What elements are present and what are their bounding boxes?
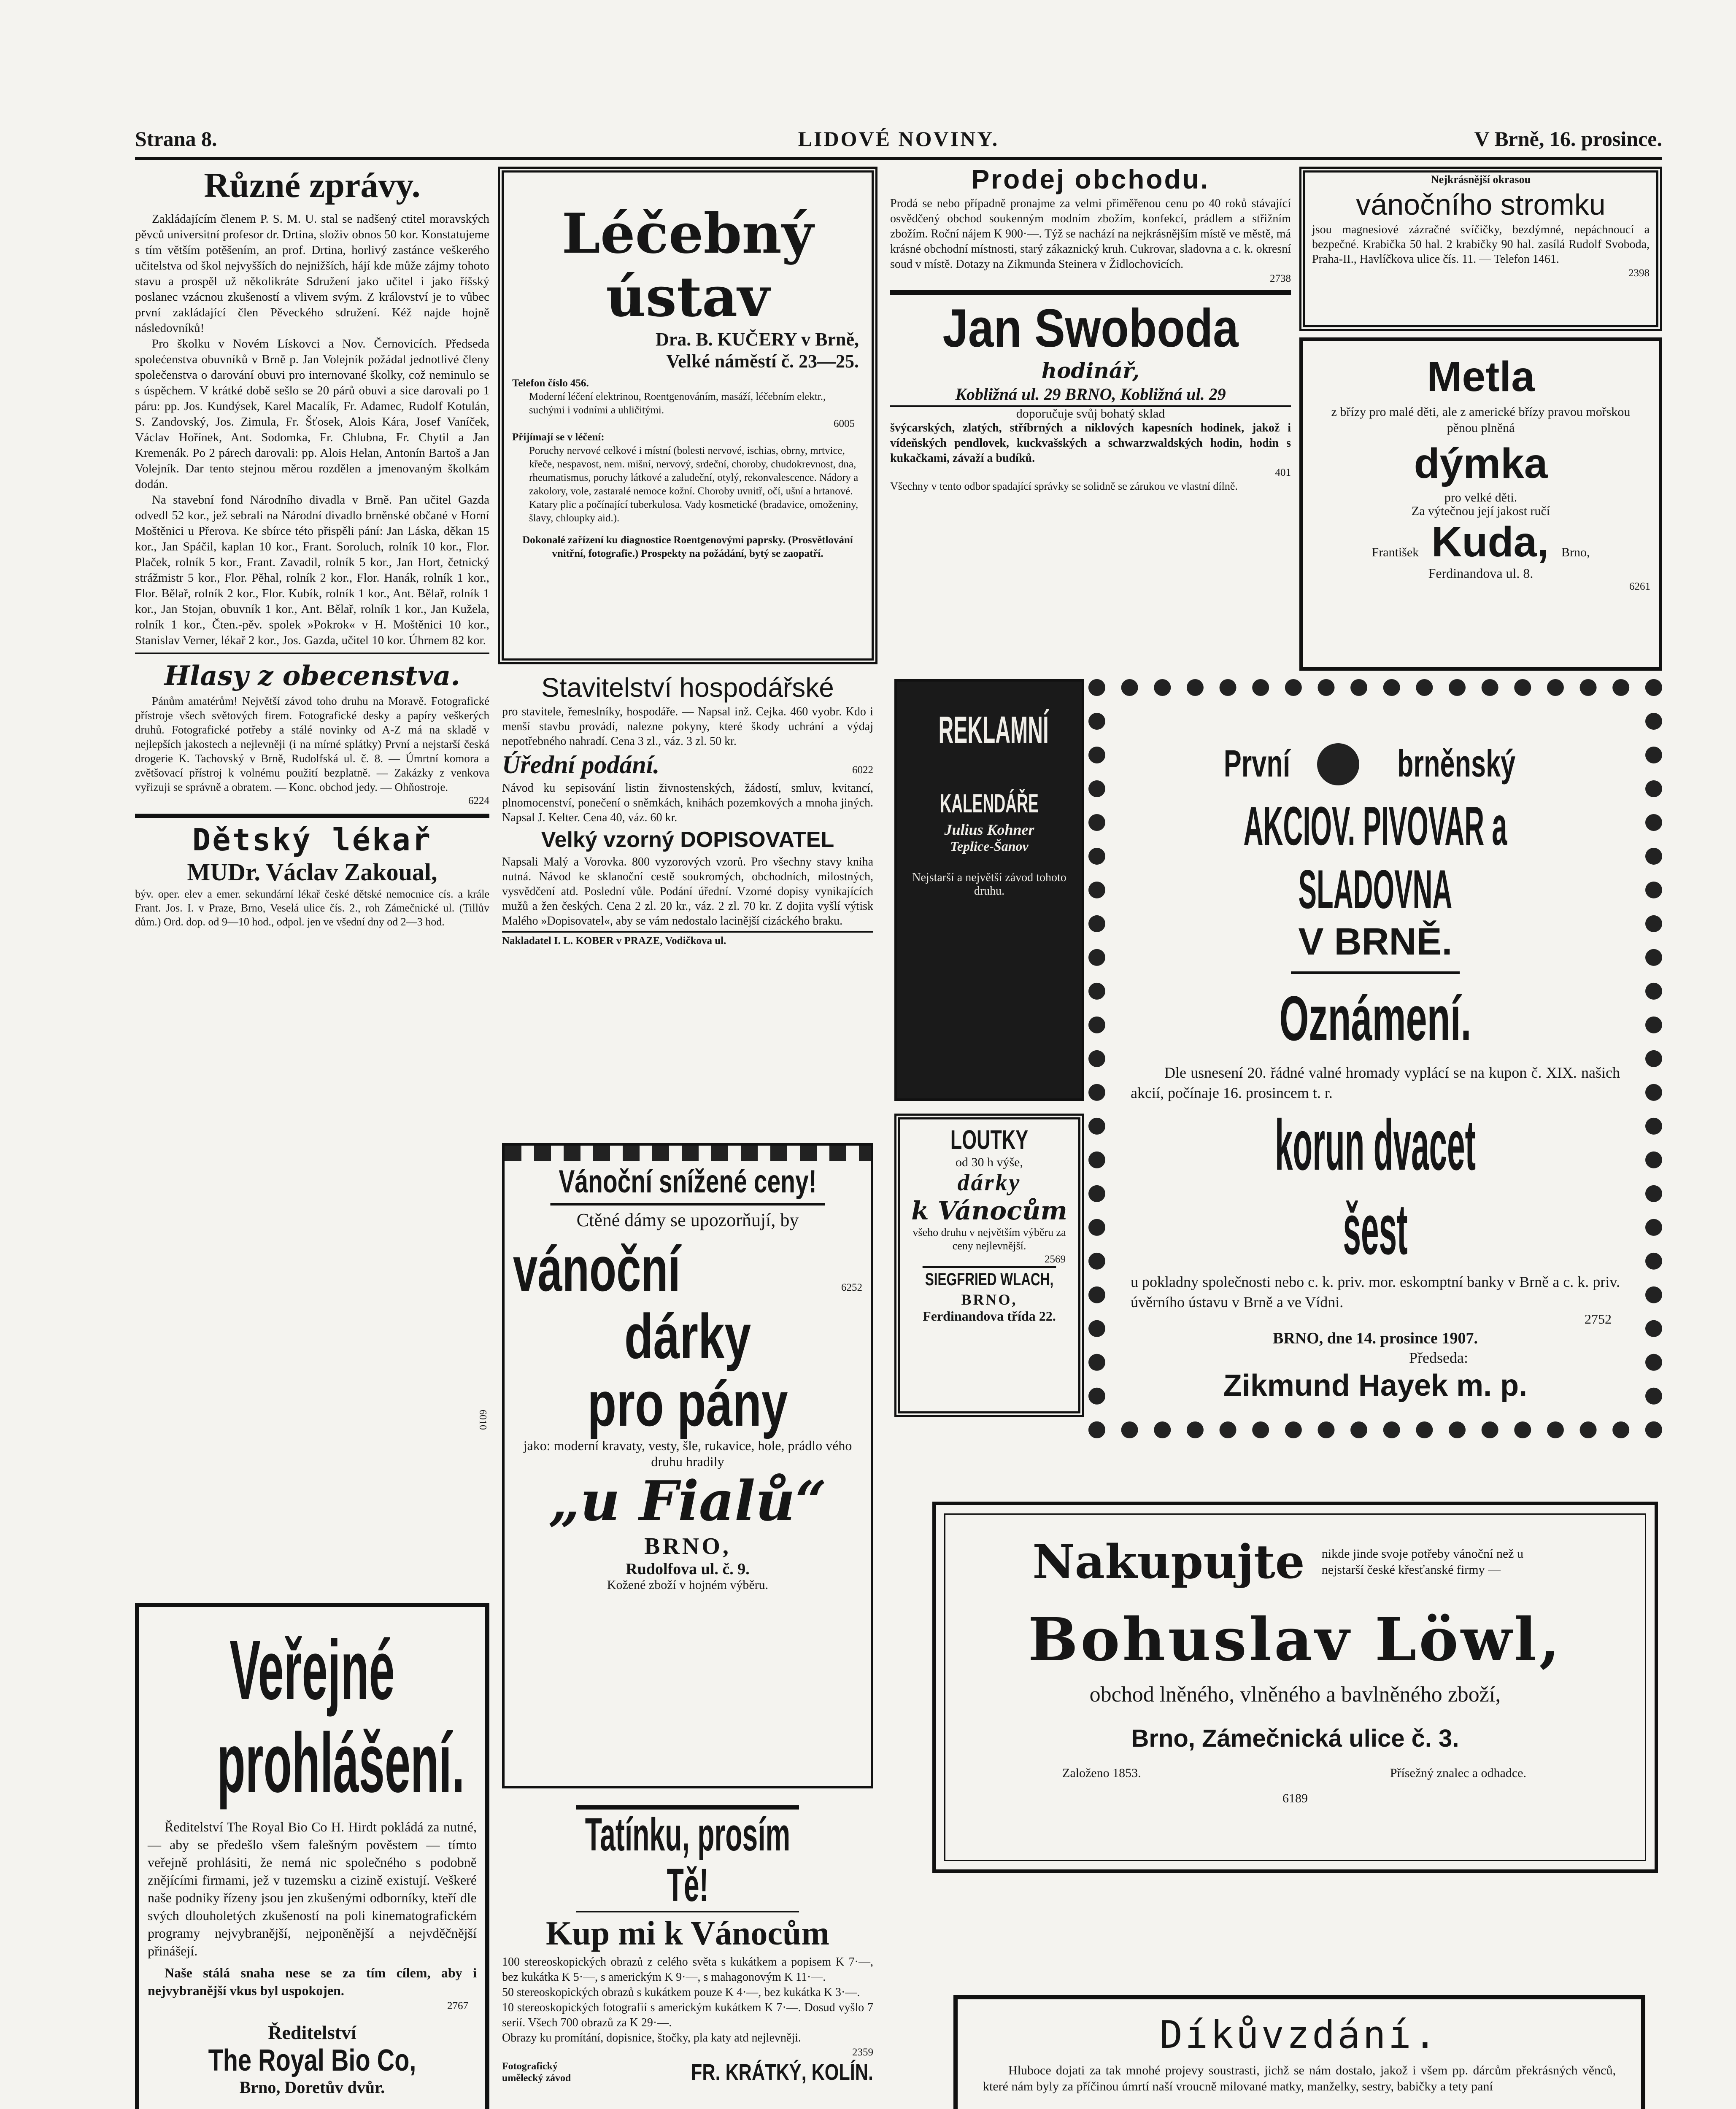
tatinku-line-2: 50 stereoskopických obrazů s kukátkem pouze K 4·—, bez kukátka K 3·—. (502, 1986, 860, 1999)
hlasy-text: Pánům amatérům! Největší závod toho druhu na Moravě. Fotografické přístroje všech světových firem. Fotografické desky a papíry veškerých druhů. Fotografické potřeby a stálé novinky od A-Z má na skladě v nejlepších jakostech a nejlevněji (i na mírné splátky) První a nejstarší česká drogerie K. Tachovský v Brně, Rudolfská ul. č. 8. — Úmrtní komora a zvětšovací přístroj k volnému použití bezplatně. — Zakázky z venkova vyřizuji se správně a obratem. — Konc. obchod jedy. — Ohňostroje. (135, 695, 489, 793)
lecebny-sub-1: Dra. B. KUČERY v Brně, (655, 329, 859, 350)
newspaper-title: LIDOVÉ NOVINY. (798, 127, 999, 151)
metla-ad (1299, 337, 1662, 671)
svoboda-text-2: švýcarských, zlatých, stříbrných a niklových kapesních hodinek, jakož i vídeňských pendlovek, kuckvašských a schwarzwaldských hodin, hodin s kukačkami, závaží a budíků. (890, 421, 1291, 465)
lecebny-sub-2: Velké náměstí č. 23—25. (666, 351, 859, 372)
vanocni-big-1: vánoční (513, 1233, 680, 1304)
vanocni-text: jako: moderní kravaty, vesty, šle, rukavice, hole, prádlo vého druhu hradily (523, 1438, 852, 1469)
stavitelstvi-text: pro stavitele, řemeslníky, hospodáře. — Napsal inž. Cejka. 460 vyobr. Kdo i menší stavbu provádí, nalezne pokyny, které škody uchrání a výdaj nepotřebného nahradí. Cena 3 zl., váz. 3 zl. 50 kr. (502, 705, 873, 748)
prodej-text: Prodá se nebo případně pronajme za velmi přiměřenou cenu po 40 roků stávající osvědčený obchod soukenným modním zbožím, konfekcí, prádlem a střižním zbožím. Roční nájem K 900·—. Týž se nachází na nejkrásnějším místě ve městě, má krásné obchodní místnosti, starý zákaznický kruh. Cukrovar, sladovna a c. k. okresní soud v místě. Dotazy na Zikmunda Steinera v Židlochovicích. (890, 197, 1291, 271)
metla-title: Metla (1427, 353, 1535, 400)
verejne-text-1: Ředitelství The Royal Bio Co H. Hirdt pokládá za nutné, — aby se předešlo všem falešným pověstem — tímto veřejně prohlásiti, že nemá nic společného s podobně znějícími firmami, jež v tuzemsku a cizině existují. Veškeré naše podniky řízeny jsou jen zkušenými odborníky, kteří dle svých dlouholetých zkušeností na poli kinematografickém programy nejvybranější, nejponěnější a nejvděčnější přinášejí. (148, 1819, 477, 1958)
lowl-ad (932, 1502, 1658, 1873)
vanocni-big-2: dárky (624, 1301, 751, 1372)
loutky-line-2: dárky (957, 1170, 1021, 1196)
dopisovatel-title: Velký vzorný DOPISOVATEL (541, 828, 834, 852)
loutky-ad (894, 1114, 1084, 1417)
diky-title: Díkůvzdání. (1159, 2013, 1439, 2057)
page-header (135, 127, 1662, 156)
vanocni-top: Vánoční snížené ceny! (551, 1161, 825, 1206)
lecebny-text-3: Dokonalé zařízení ku diagnostice Roentgenovými paprsky. (Prosvětlování vnitřní, fotografie.) Prospekty na požádání, bytý se zaopatří. (522, 534, 853, 559)
article-drtina: Zakládajícím členem P. S. M. U. stal se nadšený ctitel moravských pěvců universitní profesor dr. Drtina, složiv obnos 50 kor. Konstatujeme s tím větším potěšením, an prof. Drtina, horlivý zastánce veškerého učitelstva od škol nejvyšších do nejnižších, hájí kde může zájmy tohoto stavu a prospěl už několikráte Sdružení jako učitel i jako říšský poslanec vzácnou zkušeností a vlivem svým. Z království je to vůbec první zakládající člen Pěveckého sdružení. Kéž najde hojně následovníků! (135, 212, 489, 335)
pivovar-line-3: V BRNĚ. (1298, 921, 1453, 963)
lecebny-number: 6005 (834, 418, 855, 429)
tatinku-line-1: 100 stereoskopických obrazů z celého světa s kukátkem a popisem K 7·—, bez kukátka K 5·—, s americkým K 9·—, s mahagonovým K 11·—. (502, 1955, 873, 1984)
lecebny-title: Léčebný ústav (562, 201, 814, 329)
vanocni-sub: Ctěné dámy se upozorňují, by (576, 1210, 799, 1230)
diky-name (1112, 2107, 1488, 2109)
lowl-nakupujte: Nakupujte (1032, 1535, 1305, 1589)
stereoskop-ad (502, 1805, 873, 2109)
article-divadlo: Na stavební fond Národního divadla v Brně. Pan učitel Gazda odvedl 52 kor., jež sebrali na Národní divadlo brněnské občané v Horní Moštěnici u Přerova. Ke sbírce této přispěli pání: Jan Láska, děkan 15 kor., Jan Spáčil, kaplan 10 kor., Frant. Soroluch, rolník 10 kor., Flor. Plaček, rolník 5 kor., Frant. Zavadil, rolník 5 kor., Jan Hort, četnický strážmistr 5 kor., Flor. Pěhal, rolník 2 kor., Flor. Hanák, rolník 1 kor., Flor. Bělař, rolník 2 kor., Flor. Kubík, rolník 1 kor., Ant. Bělař, rolník 1 kor., Jan Stojan, obuvník 1 kor., Ant. Bělař, rolník 1 kor., Jan Kužela, rolník 1 kor., Čten.-pěv. spolek »Pokrok« v H. Moštěnici 10 kor., Stanislav Verner, lékař 2 kor., Jos. Gazda, učitel 10 kor. Úhrnem 82 kor. (135, 493, 489, 647)
lowl-text-2: obchod lněného, vlněného a bavlněného zboží, (1089, 1683, 1501, 1707)
article-skolka: Pro školku v Novém Lískovci a Nov. Černovicích. Předseda spolećenstva obuvníků v Brně p. Jan Volejník požádal jednotlivé členy společenstva o darování obuvi pro internované školky, což neminulo se s úspěchem. V krátké době sešlo se 20 párů obuvi a sice darovali po 1 páru: pp. Jos. Kundýsek, Karel Macalík, Fr. Adamec, Rudolf Kotulán, S. Zandovský, Jos. Zimula, Fr. Šťosek, Alois Kára, Josef Vaníček, Václav Hořínek, Ant. Sodomka, Fr. Chlubna, Fr. Chytil a Jan Kremenák. Po 2 párech darovali: pp. Alois Helan, Antonín Bartoš a Jan Volejník. Dar tento stejnou měrou rozdělen a jmenovaným školkám dodán. (135, 337, 489, 491)
verejne-number: 2767 (447, 2000, 468, 2012)
vanocni-number: 6252 (841, 1282, 862, 1293)
metla-text-3: Za výtečnou její jakost ručí (1411, 504, 1550, 518)
eagle-emblem-icon (1317, 743, 1359, 785)
lecebny-prijimaji: Přijímají se v léčení: (512, 432, 605, 443)
pivovar-text-2: u pokladny společnosti nebo c. k. priv. mor. eskomptní banky v Brně a c. k. priv. úvěrního ústavu v Brně a ve Vídni. (1131, 1273, 1620, 1311)
pivovar-date: BRNO, dne 14. prosince 1907. (1273, 1330, 1478, 1347)
prodej-number: 2738 (1270, 273, 1291, 284)
reklamni-kalendare-ad (894, 679, 1084, 1101)
page-number: Strana 8. (135, 127, 217, 151)
metla-name: Kuda, (1431, 518, 1549, 566)
issue-date: V Brně, 16. prosince. (1474, 127, 1662, 151)
vanocni-darky-ad (502, 1143, 873, 1788)
lekar-title: Dětský lékař (192, 822, 432, 858)
loutky-number: 2569 (1045, 1254, 1066, 1265)
vanocni-big-3: pro pány (587, 1368, 788, 1439)
tatinku-firm-1: Fotografický umělecký závod (502, 2061, 571, 2084)
tatinku-title: Tatínku, prosím Tě! (576, 1805, 799, 1912)
tatinku-sub: Kup mi k Vánocům (545, 1915, 830, 1952)
lecebny-ustav-ad (498, 167, 877, 664)
metla-first-name: František (1372, 545, 1419, 559)
book-ads (502, 671, 873, 1135)
pivovar-line-2: AKCIOV. PIVOVAR a SLADOVNA (1243, 795, 1507, 920)
dikuvzdani-ad (953, 1995, 1645, 2109)
verejne-prohlaseni-ad (135, 1603, 489, 2109)
loutky-line-3: k Vánocům (911, 1196, 1067, 1226)
verejne-title: Veřejné prohlášení. (217, 1623, 465, 1810)
reklamni-line-1: REKLAMNÍ (938, 709, 1049, 751)
verejne-sign-1: Ředitelství (268, 2022, 356, 2043)
metla-number: 6261 (1629, 581, 1650, 592)
hlasy-number: 6224 (468, 795, 489, 806)
vanocni-address: Rudolfova ul. č. 9. (626, 1560, 750, 1578)
loutky-sub: od 30 h výše, (956, 1155, 1023, 1169)
stromek-ad (1299, 167, 1662, 331)
stromek-text: jsou magnesiové zázračné svíčičky, bezdýmné, nepáchnoucí a bezpečné. Krabička 50 hal. 2 krabičky 90 hal. zasílá Rudolf Svoboda, Praha-II., Havlíčkova ulice čís. 11. — Telefon 1461. (1312, 223, 1650, 266)
tatinku-line-4: Obrazy ku promítání, dopisnice, štočky, pla katy atd nejlevněji. (502, 2031, 801, 2044)
section-title: Různé zprávy. (204, 166, 421, 205)
lowl-number: 6189 (1282, 1791, 1308, 1805)
stromek-number: 2398 (1628, 267, 1650, 279)
ornament-top (505, 1146, 871, 1161)
tatinku-line-3: 10 stereoskopických fotografií s americkým kukátkem K 7·—. Dosud vyšlo 7 serií. Všech 700 obrazů za K 29·—. (502, 2001, 873, 2029)
verejne-sign-3: Brno, Doretův dvůr. (239, 2078, 385, 2097)
pivovar-big: korun dvacet šest (1274, 1105, 1476, 1270)
dopisovatel-publisher: Nakladatel I. L. KOBER v PRAZE, Vodičkova ul. (502, 931, 873, 948)
lowl-address: Brno, Zámečnická ulice č. 3. (1131, 1725, 1459, 1752)
diky-text: Hluboce dojati za tak mnohé projevy soustrasti, jichž se nám dostalo, jakož i všem pp. dárcům překrásných věnců, které nám byly za příčinou úmrtí naší vroucně milované matky, manželky, sestry, babičky a tety paní (983, 2063, 1616, 2093)
loutky-text: všeho druhu v největším výběru za ceny nejlevnější. (913, 1226, 1066, 1252)
metla-city: Brno, (1561, 545, 1590, 559)
metla-address: Ferdinandova ul. 8. (1428, 566, 1534, 581)
loutky-firm: SIEGFRIED WLACH, (923, 1266, 1056, 1291)
lekar-text: býv. oper. elev a emer. sekundární lékař české dětské nemocnice cís. a krále Frant. Jos. I. v Praze, Brno, Veselá ulice čís. 2., roh Zámečnické ul. (Tillův dům.) Ord. dop. od 9—10 hod., odpol. jen ve všední dny od 2—3 hod. (135, 888, 489, 928)
lekar-name: MUDr. Václav Zakoual, (187, 858, 437, 886)
metla-text-1: z břízy pro malé děti, ale z americké břízy pravou mořskou pěnou plněná (1331, 405, 1631, 435)
verejne-text-2: Naše stálá snaha nese se za tím cílem, aby i nejvybranější vkus byl uspokojen. (148, 1965, 477, 1998)
pivovar-signature: Zikmund Hayek m. p. (1223, 1369, 1528, 1402)
stavitelstvi-number: 6022 (852, 764, 873, 776)
tatinku-number: 2359 (852, 2047, 873, 2058)
stromek-title: vánočního stromku (1356, 188, 1606, 221)
pivovar-oznameni: Oznámení. (1279, 983, 1471, 1054)
svoboda-address: Kobližná ul. 29 BRNO, Kobližná ul. 29 (890, 383, 1291, 407)
hlasy-title: Hlasy z obecenstva. (164, 660, 460, 692)
column-3-top (890, 162, 1291, 677)
pivovar-line-1a: První (1224, 743, 1291, 785)
lecebny-text-2: Poruchy nervové celkové i místní (bolesti nervové, ischias, obrny, mrtvice, křeče, nespavost, nem. mišní, nervový, srdeční, choroby, chudokrevnost, dna, rheumatismus, poruchy látkové a zaludeční, otylý, rekonvalescence. Nádory a zakolory, vole, zastaralé nemoce kožní. Choroby uvnitř, očí, ušní a hrtanové. Katary plic a počínající tuberkulosa. Vady kosmetické (bradavice, omoženiny, šlavy, chloupky aid.). (529, 445, 859, 524)
pivovar-predseda: Předseda: (1409, 1349, 1468, 1366)
lecebny-text-1: Moderní léčení elektrinou, Roentgenováním, masáží, léčebním elektr., suchými i vodními a uhličitými. (529, 391, 826, 416)
reklamni-line-4: Teplice-Šanov (950, 839, 1029, 854)
verejne-sign-2: The Royal Bio Co, (208, 2044, 416, 2077)
dopisovatel-text: Napsali Malý a Vorovka. 800 vyzorových vzorů. Pro všechny stavy kniha nutná. Návod ke sklanoční cestě soukromých, obchodních, milostných, vysvědčení atd. Poslední vůle. Podání úřední. Vzorné dopisy vynikajících mužů a žen českých. Cena 2 zl. 20 kr., váz. 2 zl. 70 kr. Z dojita vyšlí výtisk Malého »Dopisovatel«, aby se vám nedostalo lacinější cizáckého braku. (502, 855, 873, 928)
tatinku-firm-2: FR. KRÁTKÝ, KOLÍN. (691, 2060, 873, 2085)
uredni-title: Úřední podání. (502, 751, 660, 779)
lecebny-telefon: Telefon číslo 456. (512, 378, 589, 389)
lowl-zalozeno: Založeno 1853. (1062, 1766, 1141, 1780)
svoboda-number: 401 (1275, 467, 1291, 478)
loutky-title: LOUTKY (950, 1125, 1029, 1155)
svoboda-title: Jan Swoboda (942, 298, 1239, 359)
pivovar-text-1: Dle usnesení 20. řádné valné hromady vyplácí se na kupon č. XIX. našich akcií, počínaje 16. prosincem t. r. (1131, 1064, 1620, 1101)
lowl-name: Bohuslav Löwl, (1028, 1605, 1563, 1675)
pivovar-number: 2752 (1585, 1311, 1612, 1327)
prodej-title: Prodej obchodu. (971, 164, 1210, 194)
metla-text-2: pro velké děti. (1444, 491, 1517, 504)
lekar-number: 6010 (477, 1410, 488, 1430)
svoboda-text-1: doporučuje svůj bohatý sklad (1016, 407, 1165, 421)
header-rule (135, 157, 1662, 160)
loutky-address: Ferdinandova třída 22. (923, 1308, 1056, 1324)
loutky-city: BRNO, (961, 1291, 1018, 1308)
vanocni-city: BRNO, (644, 1533, 731, 1559)
reklamni-line-3: Julius Kohner (944, 821, 1034, 838)
lowl-znalec: Přísežný znalec a odhadce. (1390, 1766, 1526, 1780)
stavitelstvi-title: Stavitelství hospodářské (541, 672, 834, 703)
svoboda-sub: hodinář, (1041, 358, 1140, 383)
pivovar-line-1b: brněnský (1397, 743, 1516, 785)
vanocni-shop: „u Fialů“ (548, 1469, 827, 1533)
pivovar-ad (1088, 679, 1662, 1438)
reklamni-line-5: Nejstarší a největší závod tohoto druhu. (912, 871, 1066, 898)
column-1 (135, 162, 489, 1369)
svoboda-text-3: Všechny v tento odbor spadající správky se solidně se zárukou ve vlastní dílně. (890, 480, 1238, 492)
uredni-text: Návod ku sepisování listin živnostenských, žádostí, smluv, kvitancí, plnomocenství, ponečení o sněmkách, knihách pozemkových a mnoha jiných. Napsal J. Kelter. Cena 40, váz. 60 kr. (502, 782, 873, 824)
stromek-top: Nejkrásnější okrasou (1431, 173, 1531, 186)
lowl-text-1: nikde jinde svoje potřeby vánoční než u nejstarší české křesťanské firmy — (1321, 1547, 1523, 1577)
reklamni-line-2: KALENDÁŘE (940, 789, 1039, 818)
vanocni-text-2: Kožené zboží v hojném výběru. (607, 1578, 769, 1592)
metla-big: dýmka (1414, 440, 1548, 487)
